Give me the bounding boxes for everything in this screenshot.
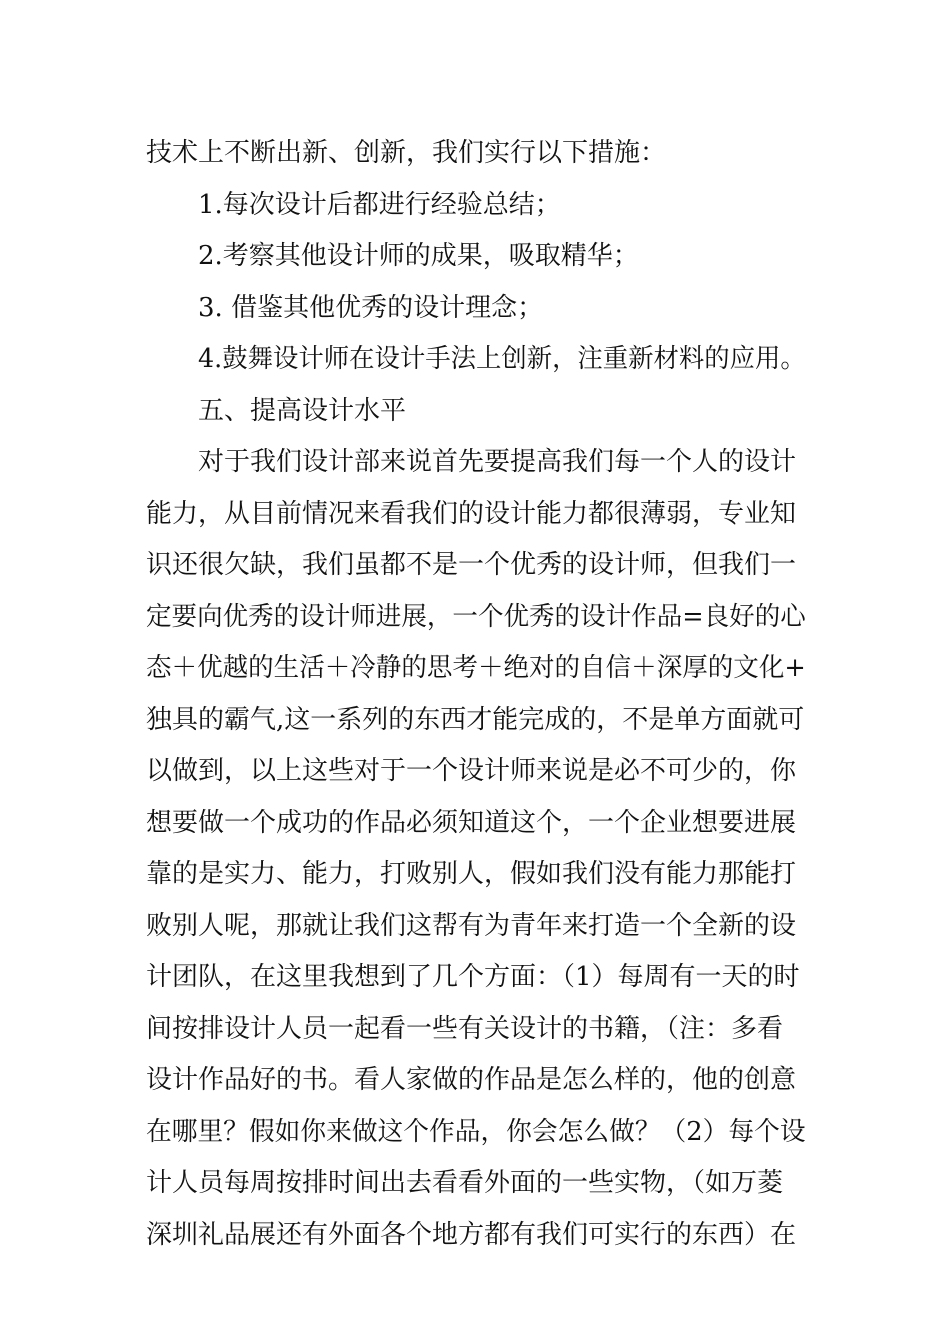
text-line: 定要向优秀的设计师进展，一个优秀的设计作品=良好的心 [146, 601, 806, 632]
text-line: 技术上不断出新、创新，我们实行以下措施： [146, 138, 667, 168]
text-line: 4.鼓舞设计师在设计手法上创新，注重新材料的应用。 [198, 344, 806, 374]
section-heading: 五、提高设计水平 [198, 395, 407, 426]
text-line: 独具的霸气,这一系列的东西才能完成的，不是单方面就可 [146, 704, 805, 735]
text-line: 靠的是实力、能力，打败别人，假如我们没有能力那能打 [146, 859, 797, 889]
text-line: 计人员每周按排时间出去看看外面的一些实物，（如万菱 [146, 1168, 784, 1198]
text-line: 计团队，在这里我想到了几个方面：（1）每周有一天的时 [146, 962, 800, 992]
text-line: 想要做一个成功的作品必须知道这个，一个企业想要进展 [146, 807, 797, 838]
text-line: 3. 借鉴其他优秀的设计理念； [198, 292, 544, 323]
text-line: 1.每次设计后都进行经验总结； [198, 189, 561, 220]
text-line: 能力，从目前情况来看我们的设计能力都很薄弱，专业知 [146, 498, 797, 529]
text-line: 间按排设计人员一起看一些有关设计的书籍，（注：多看 [146, 1013, 784, 1044]
body-text [146, 128, 806, 1261]
text-line: 识还很欠缺，我们虽都不是一个优秀的设计师，但我们一 [146, 550, 797, 580]
text-line: 败别人呢，那就让我们这帮有为青年来打造一个全新的设 [146, 910, 797, 941]
text-line: 在哪里？假如你来做这个作品，你会怎么做？（2）每个设 [146, 1116, 806, 1147]
text-line: 深圳礼品展还有外面各个地方都有我们可实行的东西）在 [146, 1219, 797, 1250]
text-line: 以做到，以上这些对于一个设计师来说是必不可少的，你 [146, 756, 797, 786]
text-line: 设计作品好的书。看人家做的作品是怎么样的，他的创意 [146, 1065, 797, 1095]
text-line: 对于我们设计部来说首先要提高我们每一个人的设计 [198, 447, 797, 477]
text-line: 2.考察其他设计师的成果，吸取精华； [198, 241, 639, 271]
text-line: 态＋优越的生活＋冷静的思考＋绝对的自信＋深厚的文化+ [146, 653, 806, 683]
